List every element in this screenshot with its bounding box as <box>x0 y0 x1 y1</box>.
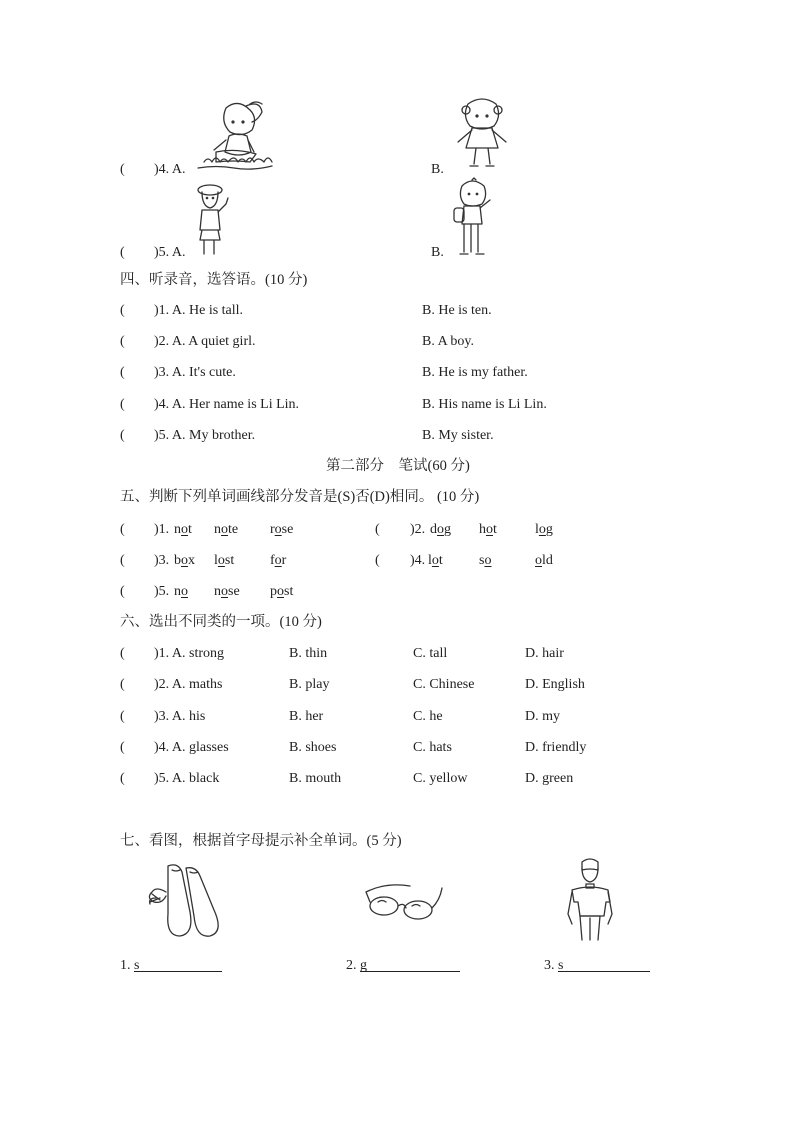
hint-letter: s <box>558 958 564 973</box>
item-number: )4. <box>410 553 426 568</box>
answer-paren[interactable]: ( <box>120 365 125 380</box>
answer-paren[interactable]: ( <box>120 740 125 755</box>
option-b: B. A boy. <box>422 334 474 349</box>
option-a: )2. A. maths <box>154 677 223 692</box>
answer-paren[interactable]: ( <box>120 584 125 599</box>
word: old <box>535 553 553 568</box>
answer-blank[interactable] <box>134 957 222 972</box>
option-b: B. His name is Li Lin. <box>422 397 547 412</box>
option-d: D. English <box>525 677 585 692</box>
option-d: D. green <box>525 771 574 786</box>
strong-man-icon <box>564 858 616 942</box>
option-b: B. her <box>289 709 324 724</box>
option-b-label: B. <box>431 162 444 177</box>
word: box <box>174 553 195 568</box>
fill-item-1 <box>120 957 222 975</box>
word: lot <box>428 553 443 568</box>
answer-paren[interactable]: ( <box>120 522 125 537</box>
answer-blank[interactable] <box>360 957 460 972</box>
fill-item-2 <box>346 957 460 975</box>
option-c: C. he <box>413 709 443 724</box>
item-number: )2. <box>410 522 426 537</box>
answer-paren[interactable]: ( <box>375 553 380 568</box>
section-heading: 六、选出不同类的一项。(10 分) <box>120 614 322 630</box>
girl-with-hat-icon <box>194 182 234 258</box>
word: log <box>535 522 553 537</box>
option-a: )5. A. black <box>154 771 220 786</box>
section-heading: 五、判断下列单词画线部分发音是(S)否(D)相同。 (10 分) <box>120 489 480 505</box>
word: nose <box>214 584 240 599</box>
option-a: )1. A. He is tall. <box>154 303 244 318</box>
item-number: 3. <box>544 958 555 973</box>
word: note <box>214 522 239 537</box>
section-heading: 七、看图，根据首字母提示补全单词。(5 分) <box>120 833 402 849</box>
answer-paren[interactable]: ( <box>120 303 125 318</box>
option-b: B. My sister. <box>422 428 494 443</box>
option-d: D. my <box>525 709 560 724</box>
item-number: )1. <box>154 522 170 537</box>
question-number: )5. A. <box>154 245 186 260</box>
standing-girl-icon <box>452 96 512 172</box>
item-number: )3. <box>154 553 170 568</box>
word: lost <box>214 553 235 568</box>
option-d: D. friendly <box>525 740 587 755</box>
option-b: B. play <box>289 677 330 692</box>
answer-paren[interactable]: ( <box>120 553 125 568</box>
answer-paren[interactable]: ( <box>120 245 125 260</box>
word: hot <box>479 522 497 537</box>
sitting-girl-icon <box>196 100 274 172</box>
ballet-shoes-icon <box>146 862 228 940</box>
option-b: B. mouth <box>289 771 342 786</box>
option-a: )4. A. Her name is Li Lin. <box>154 397 300 412</box>
option-a: )4. A. glasses <box>154 740 229 755</box>
hint-letter: g <box>360 958 367 973</box>
option-a: )5. A. My brother. <box>154 428 256 443</box>
part-two-title: 第二部分 笔试(60 分) <box>326 458 470 474</box>
item-number: 2. <box>346 958 357 973</box>
option-a: )2. A. A quiet girl. <box>154 334 256 349</box>
option-d: D. hair <box>525 646 564 661</box>
option-b: B. He is ten. <box>422 303 492 318</box>
option-b: B. shoes <box>289 740 337 755</box>
option-b: B. He is my father. <box>422 365 528 380</box>
item-number: 1. <box>120 958 131 973</box>
word: no <box>174 584 188 599</box>
option-b: B. thin <box>289 646 328 661</box>
hint-letter: s <box>134 958 140 973</box>
glasses-icon <box>362 882 444 922</box>
option-a: )1. A. strong <box>154 646 224 661</box>
option-c: C. yellow <box>413 771 468 786</box>
answer-paren[interactable]: ( <box>120 771 125 786</box>
answer-paren[interactable]: ( <box>120 334 125 349</box>
option-c: C. Chinese <box>413 677 475 692</box>
word: post <box>270 584 294 599</box>
option-a: )3. A. It's cute. <box>154 365 236 380</box>
option-c: C. tall <box>413 646 448 661</box>
option-b-label: B. <box>431 245 444 260</box>
answer-paren[interactable]: ( <box>120 162 125 177</box>
section-heading: 四、听录音，选答语。(10 分) <box>120 272 308 288</box>
word: dog <box>430 522 451 537</box>
word: rose <box>270 522 294 537</box>
answer-paren[interactable]: ( <box>120 709 125 724</box>
answer-paren[interactable]: ( <box>120 677 125 692</box>
option-c: C. hats <box>413 740 452 755</box>
item-number: )5. <box>154 584 170 599</box>
word: so <box>479 553 492 568</box>
answer-paren[interactable]: ( <box>120 428 125 443</box>
word: not <box>174 522 192 537</box>
answer-paren[interactable]: ( <box>120 397 125 412</box>
girl-with-backpack-icon <box>450 178 498 258</box>
question-number: )4. A. <box>154 162 186 177</box>
word: for <box>270 553 287 568</box>
fill-item-3 <box>544 957 650 975</box>
answer-paren[interactable]: ( <box>120 646 125 661</box>
answer-paren[interactable]: ( <box>375 522 380 537</box>
answer-blank[interactable] <box>558 957 650 972</box>
option-a: )3. A. his <box>154 709 206 724</box>
